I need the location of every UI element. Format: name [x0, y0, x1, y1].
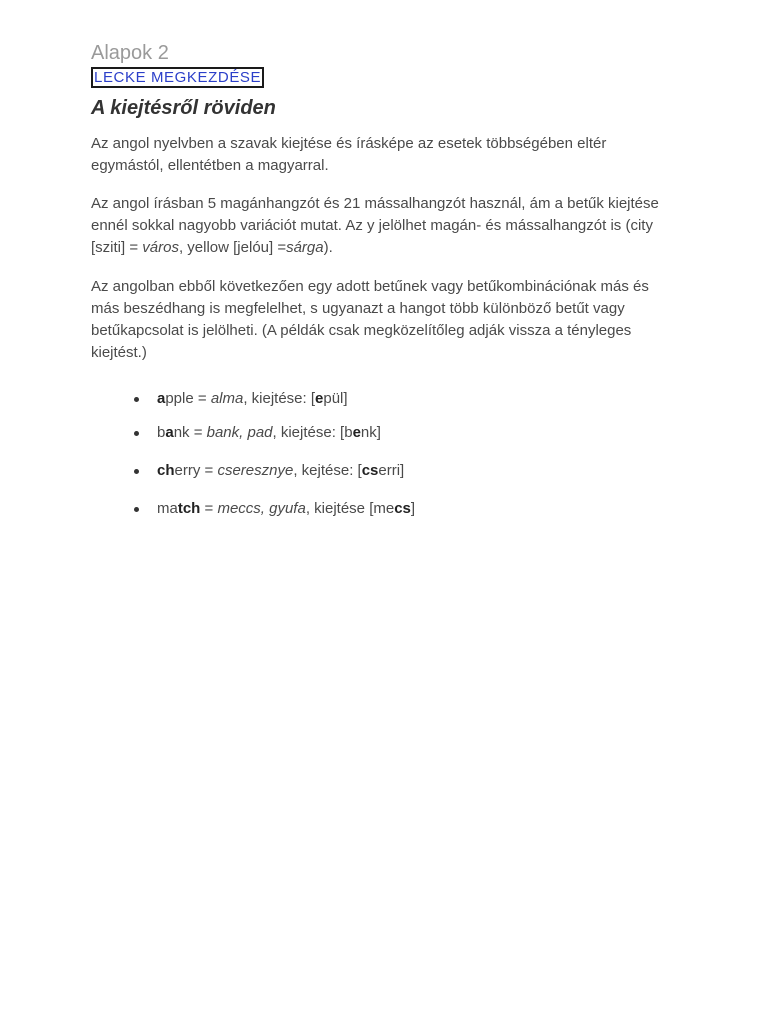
word-text: nk = — [173, 424, 207, 441]
pronunciation-highlight: e — [315, 390, 324, 407]
word-text: pple = — [165, 390, 211, 407]
bullet-icon — [134, 431, 139, 436]
document-page — [91, 40, 681, 520]
translation: cseresznye — [217, 462, 294, 479]
examples-list — [91, 388, 681, 520]
translation: bank, pad — [206, 424, 273, 441]
word-highlight: a — [165, 424, 174, 441]
word-highlight: tch — [177, 500, 201, 517]
start-lesson-button[interactable]: LECKE MEGKEZDÉSE — [91, 67, 264, 88]
list-item — [91, 388, 681, 410]
pronunciation-text: nk] — [360, 424, 381, 441]
pronunciation-label: , kiejtése: [ — [243, 390, 316, 407]
word-text: = — [200, 500, 218, 517]
pronunciation-text: pül] — [323, 390, 348, 407]
word-text: ma — [157, 500, 178, 517]
pronunciation-label: , kiejtése: [b — [272, 424, 353, 441]
word-highlight: a — [157, 390, 166, 407]
document-title: Alapok 2 — [91, 42, 169, 64]
bullet-icon — [134, 469, 139, 474]
section-heading: A kiejtésről röviden — [91, 97, 276, 119]
pronunciation-text: erri] — [378, 462, 405, 479]
paragraph-letters-text-2: , yellow [jelóu] = — [178, 239, 287, 256]
bullet-icon — [134, 397, 139, 402]
list-item — [91, 498, 681, 520]
paragraph-letters — [91, 193, 681, 259]
pronunciation-highlight: e — [352, 424, 361, 441]
bullet-icon — [134, 507, 139, 512]
paragraph-letters-text-3: ). — [323, 239, 333, 256]
translation: alma — [210, 390, 244, 407]
paragraph-sounds: Az angolban ebből következően egy adott betűnek vagy betűkombinációnak más és más beszédhang is megfelelhet, s ugyanazt a hangot több különböző betűt vagy betűkapcsolat is jelölheti. (A példák csak megközelítőleg adják vissza a tényleges kiejtést.) — [91, 278, 649, 361]
translation: meccs, gyufa — [217, 500, 306, 517]
paragraph-letters-translation-2: sárga — [286, 239, 324, 256]
pronunciation-text: ] — [410, 500, 416, 517]
paragraph-intro: Az angol nyelvben a szavak kiejtése és írásképe az esetek többségében eltér egymástól, ellentétben a magyarral. — [91, 135, 607, 174]
word-text: b — [157, 424, 166, 441]
pronunciation-highlight: cs — [361, 462, 379, 479]
pronunciation-label: , kejtése: [ — [293, 462, 362, 479]
paragraph-letters-translation-1: város — [142, 239, 179, 256]
list-item — [91, 460, 681, 482]
pronunciation-label: , kiejtése [me — [305, 500, 395, 517]
paragraph-letters-text-1: Az angol írásban 5 magánhangzót és 21 mássalhangzót használ, ám a betűk kiejtése ennél sokkal nagyobb variációt mutat. Az y jelölhet magán- és mássalhangzót is (city [sziti] = — [91, 195, 659, 256]
word-highlight: ch — [157, 462, 175, 479]
word-text: erry = — [174, 462, 218, 479]
pronunciation-highlight: cs — [394, 500, 411, 517]
list-item — [91, 422, 681, 444]
